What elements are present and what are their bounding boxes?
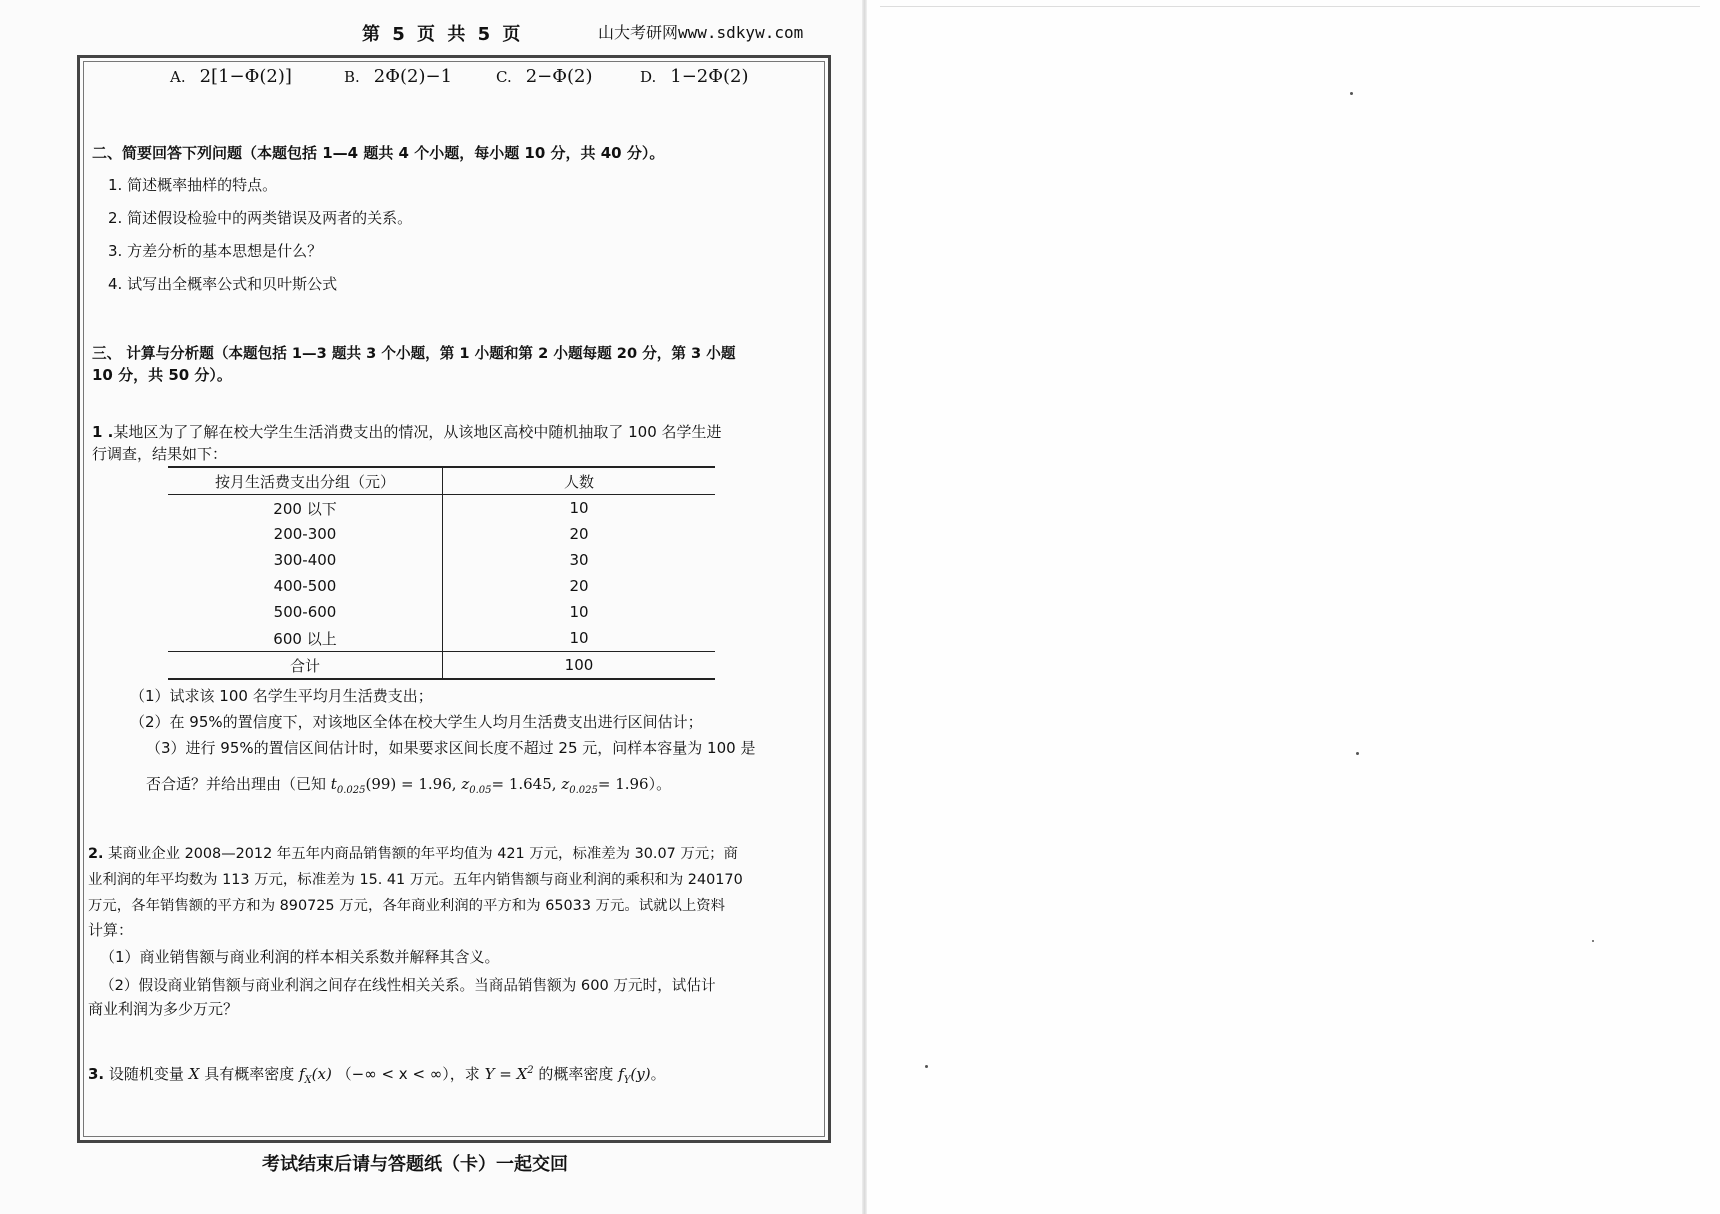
formula-z005: $z_{0.05}$ [461, 775, 492, 796]
problem2-sub1: （1）商业销售额与商业利润的样本相关系数并解释其含义。 [100, 948, 500, 966]
footer-note: 考试结束后请与答题纸（卡）一起交回 [262, 1154, 568, 1175]
problem1-sub3-line2: 否合适？并给出理由（已知 $t_{0.025}(99) = 1.96$, $z_{0.05}= 1.645$, $z_{0.025}= 1.96$）。 [146, 775, 672, 796]
problem2-line1: 2. 某商业企业 2008—2012 年五年内商品销售额的年平均值为 421 万元，标准差为 30.07 万元；商 [88, 846, 738, 862]
table-row: 400-500 20 [168, 573, 715, 599]
problem1-line2: 行调查，结果如下： [92, 445, 228, 463]
table-row: 200 以下 10 [168, 495, 715, 522]
section2-question-4: 4. 试写出全概率公式和贝叶斯公式 [108, 275, 338, 293]
table-total-row: 合计 100 [168, 652, 715, 680]
section2-question-1: 1. 简述概率抽样的特点。 [108, 176, 278, 194]
scan-edge-line [880, 6, 1700, 7]
table-row: 300-400 30 [168, 547, 715, 573]
section2-question-3: 3. 方差分析的基本思想是什么？ [108, 242, 323, 260]
scan-speck [1350, 92, 1353, 95]
option-a: A. 2[1−Φ(2)] [170, 66, 292, 87]
problem2-sub2-line2: 商业利润为多少万元？ [88, 1000, 239, 1018]
problem2-line4: 计算： [88, 921, 134, 939]
table-row: 500-600 10 [168, 599, 715, 625]
section3-title-line2: 10 分，共 50 分）。 [92, 366, 232, 384]
section2-title: 二、简要回答下列问题（本题包括 1—4 题共 4 个小题，每小题 10 分，共 40 分）。 [92, 144, 665, 162]
table-header-row [168, 467, 715, 495]
formula-t: $t_{0.025}$ [330, 775, 366, 796]
option-c: C. 2−Φ(2) [496, 66, 593, 87]
problem2-sub2-line1: （2）假设商业销售额与商业利润之间存在线性相关关系。当商品销售额为 600 万元时，试估计 [100, 977, 716, 994]
problem1-sub1: （1）试求该 100 名学生平均月生活费支出； [130, 687, 433, 705]
formula-z0025: $z_{0.025}$ [561, 775, 598, 796]
problem1-line1: 1 .某地区为了了解在校大学生生活消费支出的情况，从该地区高校中随机抽取了 100 名学生进 [92, 423, 722, 441]
option-d: D. 1−2Φ(2) [640, 66, 749, 87]
table-row: 600 以上 10 [168, 625, 715, 652]
table-header-group: 按月生活费支出分组（元） [168, 467, 443, 495]
scan-speck [1592, 940, 1594, 942]
problem2-line3: 万元，各年销售额的平方和为 890725 万元，各年商业利润的平方和为 65033 万元。试就以上资料 [88, 898, 726, 914]
problem1-sub2: （2）在 95%的置信度下，对该地区全体在校大学生人均月生活费支出进行区间估计； [130, 713, 703, 731]
problem3: 3. 设随机变量 X 具有概率密度 $f_X(x)$ （−∞ < x < ∞），求 $Y = X^2$ 的概率密度 $f_Y(y)$。 [88, 1065, 666, 1086]
page-fold [862, 0, 867, 1214]
spending-table [168, 466, 715, 680]
section3-title-line1: 三、 计算与分析题（本题包括 1—3 题共 3 个小题，第 1 小题和第 2 小题每题 20 分，第 3 小题 [92, 345, 736, 362]
page-header [0, 16, 866, 46]
right-blank-page [866, 0, 1720, 1214]
problem1-sub3-line1: （3）进行 95%的置信区间估计时，如果要求区间长度不超过 25 元，问样本容量为 100 是 [146, 739, 756, 757]
option-b: B. 2Φ(2)−1 [344, 66, 453, 87]
table-row: 200-300 20 [168, 521, 715, 547]
scan-speck [925, 1065, 928, 1068]
site-watermark: 山大考研网www.sdkyw.com [598, 23, 804, 42]
density-fx: $f_X(x)$ [298, 1065, 332, 1086]
scan-speck [1356, 752, 1359, 755]
choice-options [170, 66, 770, 92]
problem2-line2: 业利润的年平均数为 113 万元，标准差为 15. 41 万元。五年内销售额与商业利润的乘积和为 240170 [88, 872, 743, 888]
density-fy: $f_Y(y)$ [618, 1065, 651, 1086]
page-number: 第 5 页 共 5 页 [362, 24, 524, 45]
transform-y: $Y = X^2$ [484, 1065, 534, 1083]
section2-question-2: 2. 简述假设检验中的两类错误及两者的关系。 [108, 209, 413, 227]
table-header-count: 人数 [563, 472, 594, 491]
